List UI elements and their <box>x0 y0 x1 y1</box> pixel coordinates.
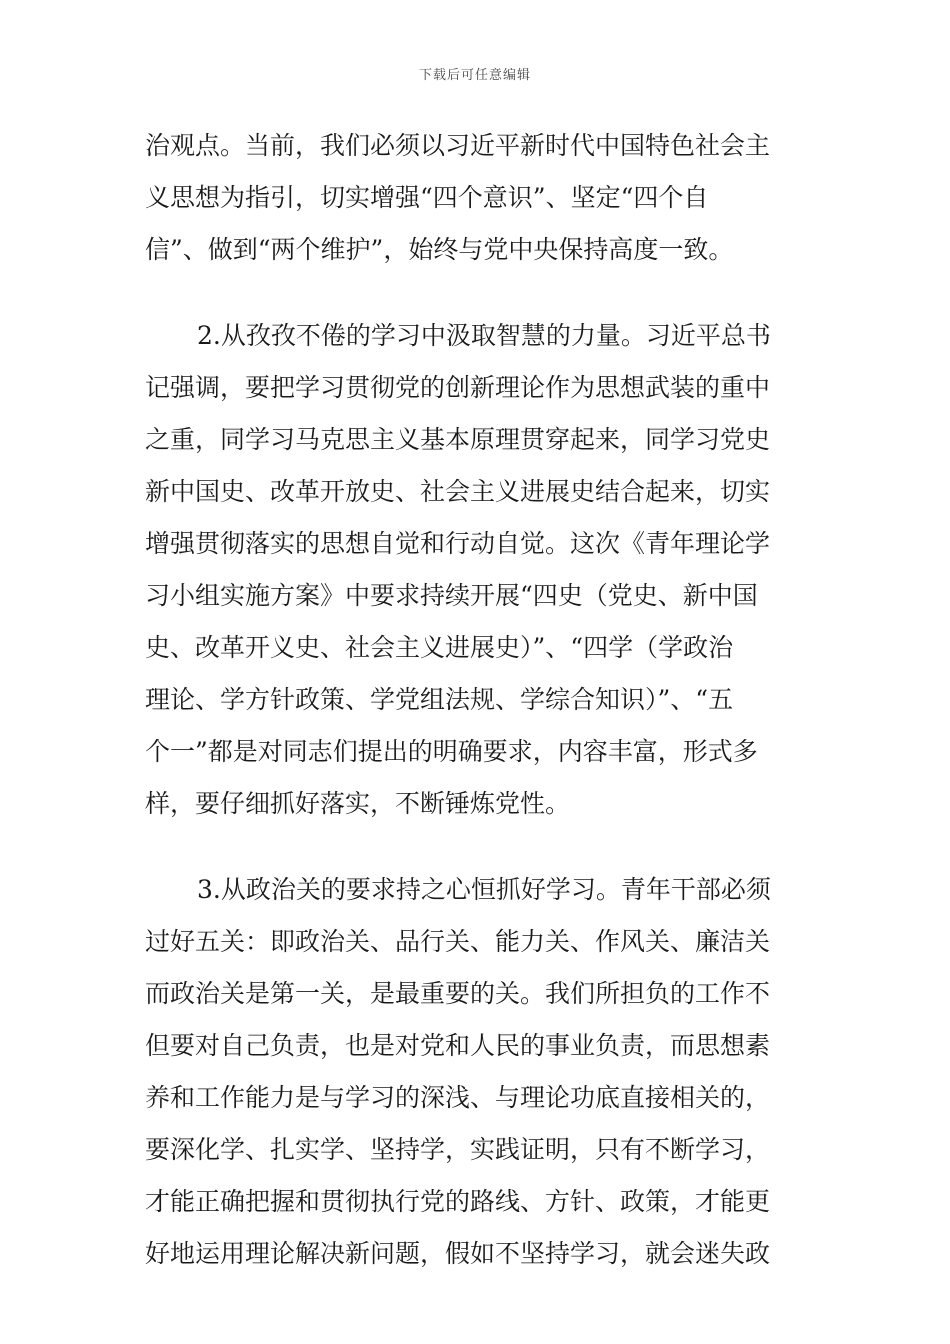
document-body <box>145 120 807 1280</box>
text-line: 新中国史、改革开放史、社会主义进展史结合起来，切实 <box>145 477 771 506</box>
paragraph-heading-line: 3.从政治关的要求持之心恒抓好学习。青年干部必须 <box>197 875 771 904</box>
text-line: 史、改革开义史、社会主义进展史）”、“四学（学政治 <box>145 633 734 662</box>
text-line: 治观点。当前，我们必须以习近平新时代中国特色社会主 <box>145 131 771 160</box>
text-line: 个一”都是对同志们提出的明确要求，内容丰富，形式多 <box>145 737 758 766</box>
text-line: 要深化学、扎实学、坚持学，实践证明，只有不断学习， <box>145 1135 771 1164</box>
text-line: 但要对自己负责，也是对党和人民的事业负责，而思想素 <box>145 1031 771 1060</box>
text-line: 习小组实施方案》中要求持续开展“四史（党史、新中国 <box>145 581 758 610</box>
text-line: 理论、学方针政策、学党组法规、学综合知识）”、“五 <box>145 685 734 714</box>
text-line: 养和工作能力是与学习的深浅、与理论功底直接相关的， <box>145 1083 771 1112</box>
text-line: 之重，同学习马克思主义基本原理贯穿起来，同学习党史 <box>145 425 771 454</box>
text-line: 而政治关是第一关，是最重要的关。我们所担负的工作不 <box>145 979 771 1008</box>
text-line: 增强贯彻落实的思想自觉和行动自觉。这次《青年理论学 <box>145 529 771 558</box>
text-line: 过好五关：即政治关、品行关、能力关、作风关、廉洁关 <box>145 927 771 956</box>
text-line: 好地运用理论解决新问题，假如不坚持学习，就会迷失政 <box>145 1239 771 1268</box>
text-line: 记强调，要把学习贯彻党的创新理论作为思想武装的重中 <box>145 373 771 402</box>
text-line: 信”、做到“两个维护”，始终与党中央保持高度一致。 <box>145 235 734 264</box>
page-header: 下载后可任意编辑 <box>418 68 531 83</box>
text-line: 样，要仔细抓好落实，不断锤炼党性。 <box>145 789 571 818</box>
text-line: 义思想为指引，切实增强“四个意识”、坚定“四个自 <box>145 183 709 212</box>
text-line: 才能正确把握和贯彻执行党的路线、方针、政策，才能更 <box>145 1187 771 1216</box>
paragraph-heading-line: 2.从孜孜不倦的学习中汲取智慧的力量。习近平总书 <box>197 321 771 350</box>
